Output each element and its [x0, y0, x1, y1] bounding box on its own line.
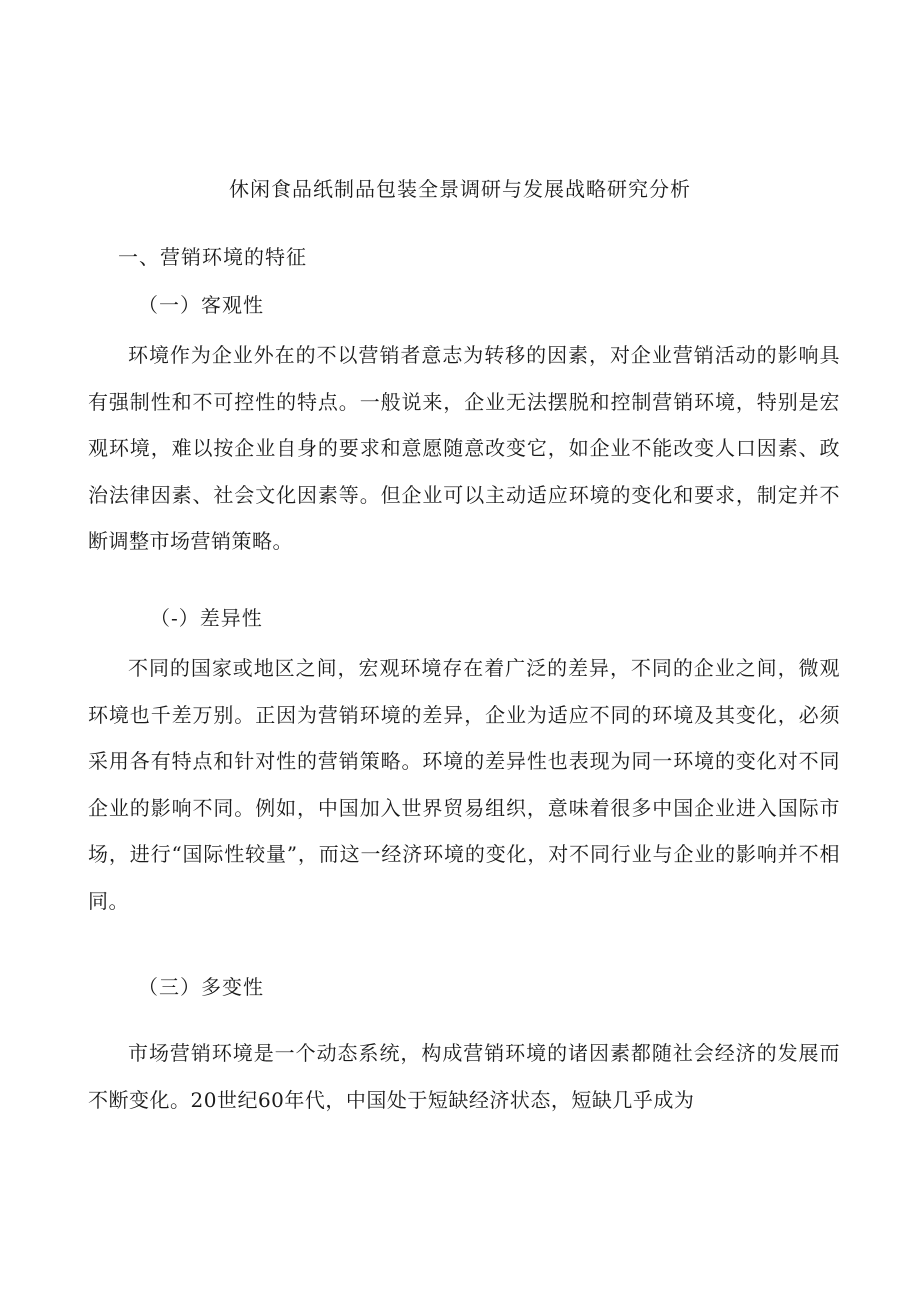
- section-heading-1: 一、营销环境的特征: [118, 245, 307, 269]
- paragraph-objectivity: 环境作为企业外在的不以营销者意志为转移的因素，对企业营销活动的影响具有强制性和不可控性的特点。一般说来，企业无法摆脱和控制营销环境，特别是宏观环境，难以按企业自身的要求和意愿随意改变它，如企业不能改变人口因素、政治法律因素、社会文化因素等。但企业可以主动适应环境的变化和要求，制定并不断调整市场营销策略。: [88, 343, 840, 553]
- paragraph-difference: 不同的国家或地区之间，宏观环境存在着广泛的差异，不同的企业之间，微观环境也千差万别。正因为营销环境的差异，企业为适应不同的环境及其变化，必须采用各有特点和针对性的营销策略。环境的差异性也表现为同一环境的变化对不同企业的影响不同。例如，中国加入世界贸易组织，意味着很多中国企业进入国际市场，进行“国际性较量”，而这一经济环境的变化，对不同行业与企业的影响并不相同。: [88, 656, 840, 913]
- subsection-heading-objectivity: （一）客观性: [138, 293, 264, 317]
- subsection-heading-variability: （三）多变性: [138, 975, 264, 999]
- paragraph-variability: 市场营销环境是一个动态系统，构成营销环境的诸因素都随社会经济的发展而不断变化。20世纪60年代，中国处于短缺经济状态，短缺几乎成为: [88, 1041, 840, 1112]
- document-title: 休闲食品纸制品包装全景调研与发展战略研究分析: [229, 177, 691, 201]
- subsection-heading-difference: （-）差异性: [150, 606, 263, 630]
